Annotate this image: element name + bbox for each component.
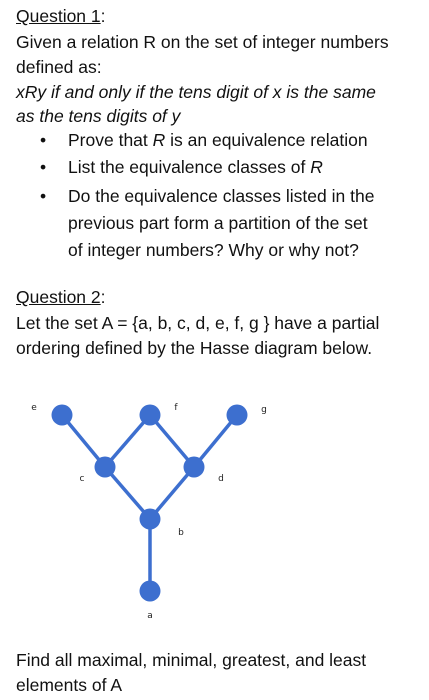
node-label-a: a [147, 611, 153, 620]
question-2-task-line-2: elements of A [16, 675, 123, 695]
question-2-intro-line-2: ordering defined by the Hasse diagram below. [16, 338, 373, 358]
bullet-text-fragment: Do the equivalence classes listed in the [68, 186, 375, 206]
bullet-marker: • [40, 186, 47, 206]
node-f [140, 405, 161, 426]
question-1-colon: : [100, 6, 106, 26]
bullet-marker: • [40, 130, 47, 150]
node-c [95, 457, 116, 478]
node-g [227, 405, 248, 426]
question-1-intro-line-2: defined as: [16, 57, 102, 77]
node-label-f: f [174, 403, 178, 413]
node-label-d: d [218, 474, 224, 484]
math-symbol: R [310, 157, 323, 177]
question-1-heading [16, 4, 106, 28]
node-b [140, 509, 161, 530]
relation-definition-line-1: xRy if and only if the tens digit of x is the same [16, 82, 376, 102]
hasse-edges [62, 415, 237, 591]
bullet-2-line-1 [68, 155, 323, 179]
bullet-text-fragment: of integer numbers? Why or why not? [68, 240, 359, 260]
node-d [184, 457, 205, 478]
bullet-3-line-1 [68, 184, 374, 208]
question-2-heading [16, 285, 106, 309]
node-label-c: c [79, 474, 85, 484]
node-label-g: g [261, 405, 267, 415]
node-e [52, 405, 73, 426]
bullet-3-line-3 [68, 238, 359, 262]
bullet-3-line-2 [68, 211, 368, 235]
hasse-diagram [0, 380, 429, 620]
question-2-intro-line-1: Let the set A = {a, b, c, d, e, f, g } have a partial [16, 313, 380, 333]
bullet-text-fragment: is an equivalence relation [165, 130, 368, 150]
node-a [140, 581, 161, 602]
question-1-title: Question 1 [16, 6, 101, 26]
bullet-text-fragment: previous part form a partition of the set [68, 213, 368, 233]
question-2-colon: : [100, 287, 106, 307]
question-2-title: Question 2 [16, 287, 101, 307]
math-symbol: R [152, 130, 166, 150]
question-2-task-line-1: Find all maximal, minimal, greatest, and least [16, 650, 367, 670]
node-label-e: e [31, 403, 37, 413]
relation-definition-line-2: as the tens digits of y [16, 106, 181, 126]
bullet-text-fragment: Prove that [68, 130, 153, 150]
node-label-b: b [178, 528, 184, 538]
bullet-marker: • [40, 157, 47, 177]
bullet-text-fragment: List the equivalence classes of [68, 157, 311, 177]
bullet-1-line-1 [68, 128, 368, 152]
question-1-intro-line-1: Given a relation R on the set of integer numbers [16, 32, 389, 52]
